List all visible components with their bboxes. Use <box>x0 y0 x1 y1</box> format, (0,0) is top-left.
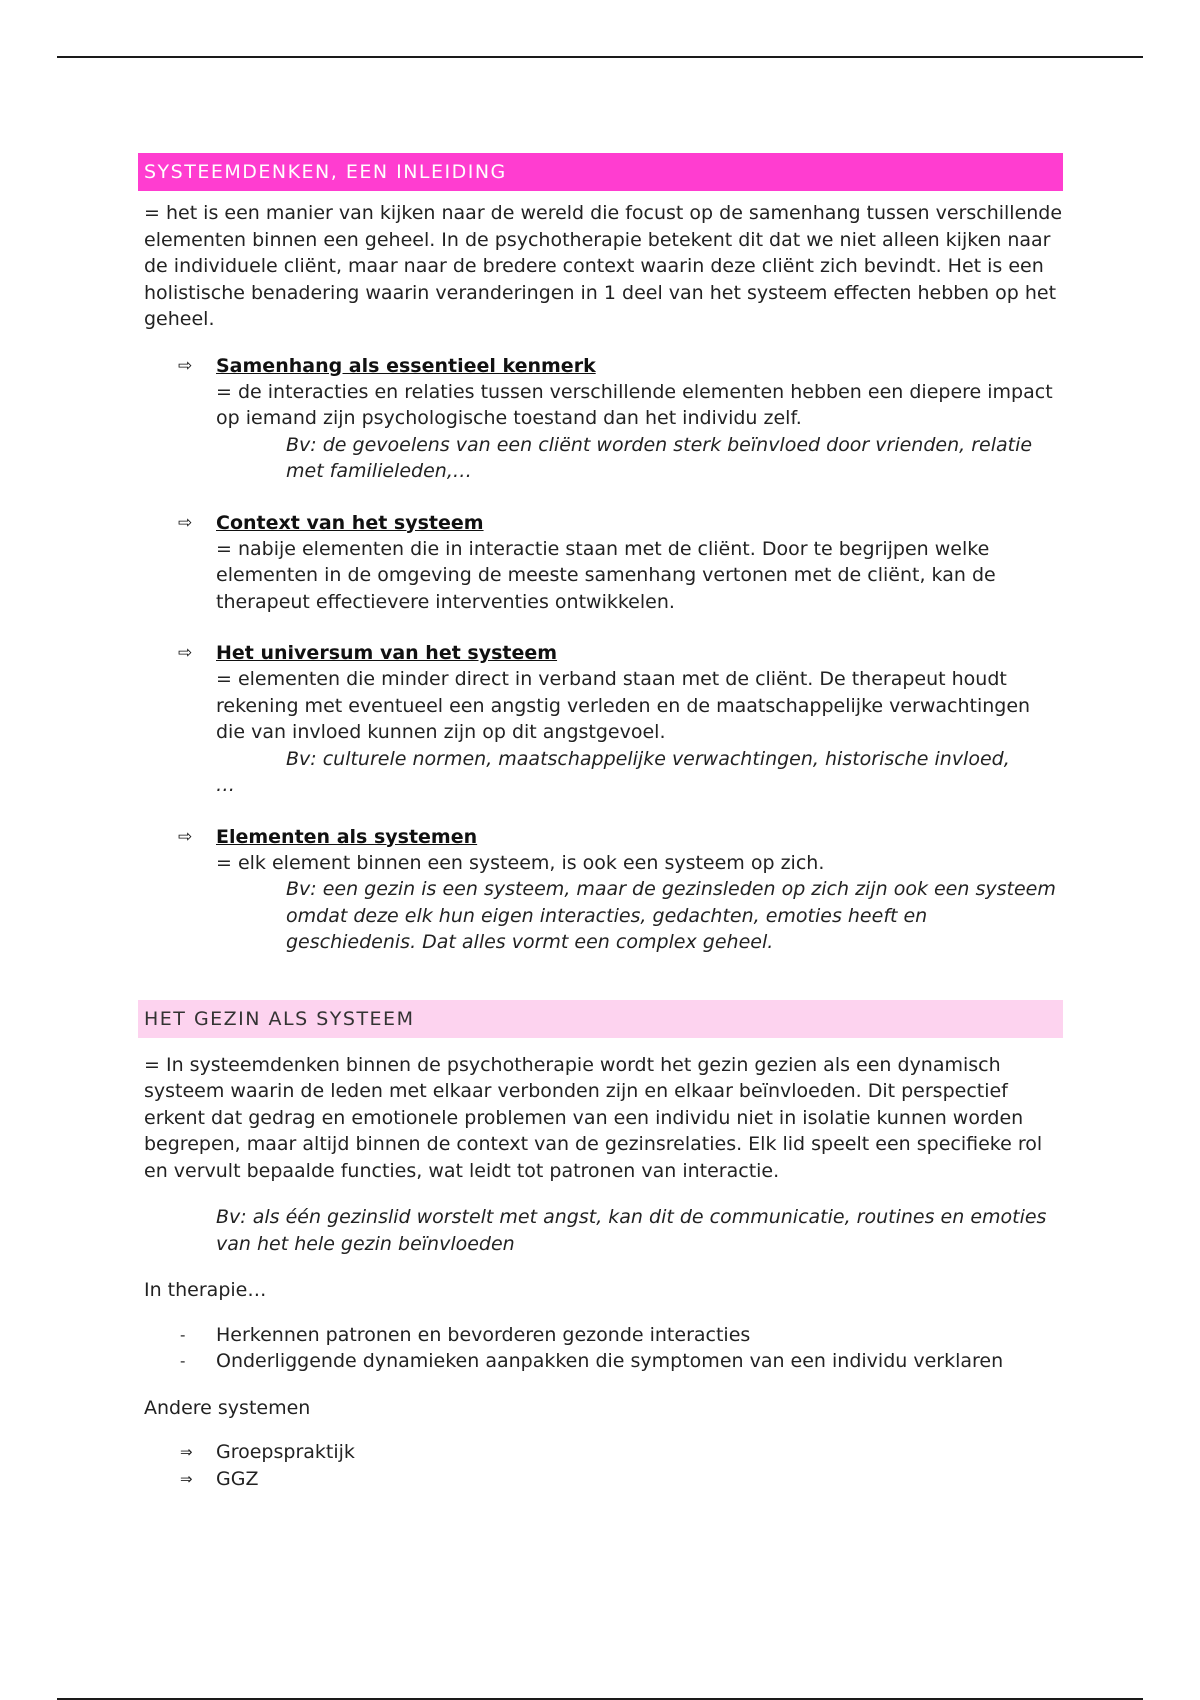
concept-definition: = de interacties en relaties tussen verschillende elementen hebben een diepere impact op iemand zijn psychologische toestand dan het individu zelf. <box>216 380 1053 429</box>
concept-definition: = elementen die minder direct in verband staan met de cliënt. De therapeut houdt rekening met eventueel een angstig verleden en de maatschappelijke verwachtingen die van invloed kunnen zijn op dit angstgevoel. <box>216 668 1031 743</box>
concept-samenhang <box>138 353 1063 485</box>
arrow-right-icon: ⇨ <box>178 643 193 663</box>
concept-context <box>138 510 1063 616</box>
therapy-label: In therapie… <box>144 1279 267 1301</box>
concept-title: Context van het systeem <box>216 511 484 534</box>
small-arrow-icon: ⇒ <box>180 1443 193 1461</box>
list-item: - Onderliggende dynamieken aanpakken die symptomen van een individu verklaren <box>138 1348 1063 1375</box>
concept-example: Bv: culturele normen, maatschappelijke verwachtingen, historische invloed, <box>286 747 1010 770</box>
concept-definition: = nabije elementen die in interactie staan met de cliënt. Door te begrijpen welke elementen in de omgeving de meeste samenhang vertonen met de cliënt, kan de therapeut effectievere interventies ontwikkelen. <box>216 537 996 613</box>
concept-example: Bv: de gevoelens van een cliënt worden sterk beïnvloed door vrienden, relatie met familieleden,… <box>286 433 1033 482</box>
concept-definition: = elk element binnen een systeem, is ook een systeem op zich. <box>216 851 825 874</box>
list-item: - Herkennen patronen en bevorderen gezonde interacties <box>138 1322 1063 1349</box>
gezin-paragraph: = In systeemdenken binnen de psychotherapie wordt het gezin gezien als een dynamisch systeem waarin de leden met elkaar verbonden zijn en elkaar beïnvloeden. Dit perspectief erkent dat gedrag en emotionele problemen van een individu niet in isolatie kunnen worden begrepen, maar altijd binnen de context van de gezinsrelaties. Elk lid speelt een specifieke rol en vervult bepaalde functies, wat leidt tot patronen van interactie. <box>144 1053 1043 1182</box>
therapy-list <box>138 1322 1063 1375</box>
list-item: ⇒ GGZ <box>138 1466 1063 1493</box>
dash-bullet: - <box>180 1325 186 1344</box>
dash-bullet: - <box>180 1352 186 1370</box>
small-arrow-icon: ⇒ <box>180 1469 193 1488</box>
top-rule <box>57 56 1143 58</box>
other-systems-list <box>138 1439 1063 1492</box>
concept-example-tail: … <box>216 774 235 796</box>
gezin-example: Bv: als één gezinslid worstelt met angst, kan dit de communicatie, routines en emoties van het hele gezin beïnvloeden <box>216 1206 1047 1255</box>
arrow-right-icon: ⇨ <box>178 826 193 847</box>
concept-elementen <box>138 824 1063 956</box>
arrow-right-icon: ⇨ <box>178 512 193 533</box>
other-systems-label: Andere systemen <box>144 1396 311 1419</box>
concept-title: Elementen als systemen <box>216 825 478 848</box>
section-heading-systeemdenken: SYSTEEMDENKEN, EEN INLEIDING <box>138 153 1063 191</box>
list-item: ⇒ Groepspraktijk <box>138 1439 1063 1466</box>
concept-example: Bv: een gezin is een systeem, maar de gezinsleden op zich zijn ook een systeem omdat deze elk hun eigen interacties, gedachten, emoties heeft en geschiedenis. Dat alles vormt een complex geheel. <box>286 878 1056 953</box>
arrow-right-icon: ⇨ <box>178 355 193 376</box>
concept-title: Het universum van het systeem <box>216 642 558 664</box>
concept-title: Samenhang als essentieel kenmerk <box>216 354 596 377</box>
intro-paragraph: = het is een manier van kijken naar de wereld die focust op de samenhang tussen verschillende elementen binnen een geheel. In de psychotherapie betekent dit dat we niet alleen kijken naar de individuele cliënt, maar naar de bredere context waarin deze cliënt zich bevindt. Het is een holistische benadering waarin veranderingen in 1 deel van het systeem effecten hebben op het geheel. <box>144 202 1063 330</box>
concept-universum <box>138 640 1063 799</box>
section-heading-gezin: HET GEZIN ALS SYSTEEM <box>138 1000 1063 1038</box>
document-content <box>138 153 1063 1492</box>
